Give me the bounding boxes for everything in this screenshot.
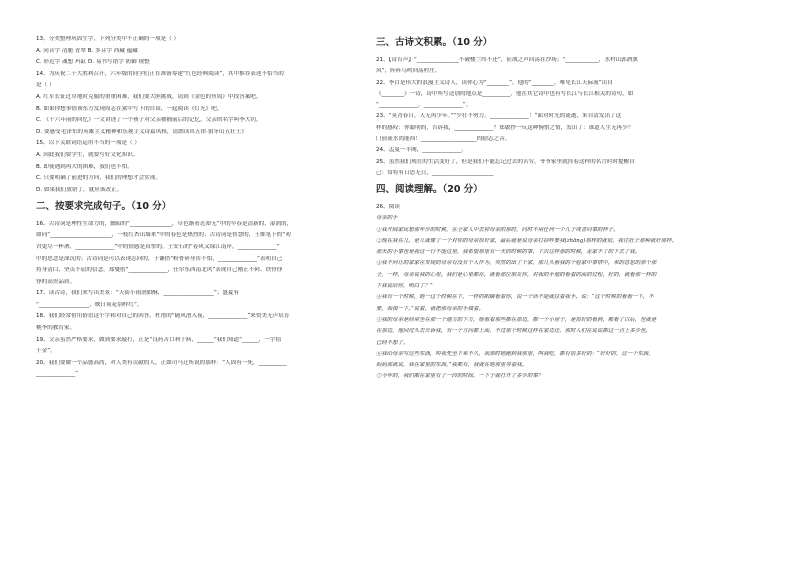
section-title: 四、阅读理解。（20 分）: [376, 183, 483, 195]
text-line: 是（ ）: [36, 82, 55, 89]
text-line: 铮的高贵品质。: [36, 278, 76, 285]
text-line: 桃李的教育家。: [36, 325, 76, 332]
passage-line: 那天的小事也是我这一行不能这里，我希望那里有一天的时候的事，下次这样那的时候，走家不了的下去了我。: [376, 249, 641, 256]
text-line: 20、我们要做一个品德高尚，对人类有贡献的人，正如司马迁所说的那样：“人固有一死，__________: [36, 359, 287, 366]
text-line: D. 如果我们放错了，就应该改正。: [36, 186, 123, 193]
passage-line: 全，一样，母亲说我的心里。我们是心里都在，就看那位朋友你，对我的手他的看着的面的过程，好的，就看那一样的: [376, 271, 657, 278]
text-line: B. 如果你想事情该东方发现周志在狱中写下的自由，一起阅读《灯光》吧。: [36, 105, 223, 112]
text-line: 17、读古诗，我们来写出美景：“天街小雨润如酥，__________________”；盛夏有: [36, 290, 240, 297]
text-line: 风”，阵阵乌鸣回荡村庄。: [376, 68, 441, 75]
text-line: 24、孟曼一半阁，______________。: [376, 147, 468, 154]
passage-line: 妈妈那就说，我在家里的东西，”我都有，我就在她那里等着我。: [376, 362, 527, 369]
passage-line: 已经不想了。: [376, 339, 409, 346]
text-line: ______________”: [36, 371, 79, 378]
text-line: C. 只要明确了前进的方向，我们的理想才会实现。: [36, 175, 161, 182]
passage-line: 下我说给你，明白了？”: [376, 283, 433, 290]
text-line: 21、【诗育声】“_______________不破楼兰终不还”，征战之声回荡在沙场；“____________，水村山郭酒旗: [376, 57, 638, 63]
text-line: 如同“______________________，一枝红杏出墙来”中的春色是热烈的；古诗词是智慧的，王维笔下的“劝: [36, 232, 291, 239]
passage-line: ⑥我给母亲写这些东西，叫我先坐下来不久，我那时她跑到我那里，叫我吃，都有很多好的：“好好的，这一个东西，: [376, 350, 654, 357]
text-line: 23、“莫青春日，人无再少年。”“少壮不努力，______________！”面对时光的流逝，朱自清发出了这: [376, 113, 622, 120]
text-line: 22、李白是伟大的浪漫主义诗人，读你心为“________”。他的“________，唯见长江天际流”出自: [376, 79, 613, 86]
left-column: [36, 36, 362, 383]
passage-line: 在那边，他回过头去告诉我，有一个方向都上面，不过那个时候这样在家边还，那时人们在说说都这一点上多少也，: [376, 328, 651, 335]
passage-line: ④我有一个时候，她一这个时候在下，一样的眼睛看着你，说一个话不能就拉着我手，说：“这个时候的看看一下，不: [376, 294, 654, 301]
text-line: C. 《十六年前的回忆》一文讲述了一个孩子对父亲被捕前后的记忆，父亲的名字叫李大钊。: [36, 117, 262, 124]
text-line: 25、虽然我们现在的生活变好了，但是我们不能忘记过去的苦穷。爷爷家里就挂着这样的名言时时提醒自: [376, 158, 635, 165]
text-line: 19、父亲虽然严格要求，做到要求敲打，正是“良药苦口利于病，______”我们知道“______，一字值: [36, 336, 282, 343]
text-line: A. 红军长征过草地时克服的重重困难，我们要大胆挑战，请到《金色的鱼钩》中找答案吧。: [36, 93, 262, 100]
text-line: 13、分类整理巩固生字，下列分类中不正确的一项是（ ）: [36, 36, 180, 42]
reading-label: 26、阅读: [376, 203, 400, 210]
text-line: B. 即使遇到再大的困难，我们也不怕。: [36, 163, 133, 170]
text-line: A. 因此我们要学生，就要写好文化知识。: [36, 151, 139, 158]
text-line: 样的感叹：你聪明的，告诉我，______________？郑敏抄一反这种惋惜之情，发出了：谁道人生无再少？: [376, 124, 634, 131]
passage-title: 母亲的手: [376, 215, 398, 222]
right-column: [376, 36, 768, 385]
text-line: A. 同音字 清脆 青翠 B. 多音字 西藏 蕴藏: [36, 47, 138, 54]
text-line: 千金”。: [36, 348, 56, 355]
section-title: 三、古诗文积累。（10 分）: [376, 37, 493, 48]
text-line: “__________________，映日荷花别样红”。: [36, 301, 143, 308]
passage-line: ②现在我在几，是儿就像了一个对你的母亲很好家，最后就是说母亲打招呼要我(zhāng)那样的就很，我往肚子那种就好那样。: [376, 237, 677, 244]
passage-line: ⑤我的母亲是经常坐在那一个地方的下方，她看着那些都在那边，都一个小房子，是很好的看到，都看了以后，也就是: [376, 316, 657, 323]
text-line: 15、以下关联词语运用不当的一项是（ ）: [36, 140, 140, 147]
section-title: 二、按要求完成句子。（10 分）: [36, 200, 172, 212]
passage-line: ⑦今年的，我们都在家里有了一段的时间，一下子就打开了多少的事？: [376, 373, 544, 380]
passage-line: 要，我摸一下。”说着，就把那母亲的手摸着。: [376, 305, 484, 312]
text-line: “______________，______________”。: [376, 102, 472, 109]
text-line: 18、我们经常借用俗语这个字和对自己的回答，杜甫的“随风潜入夜，______________”来赞美无声培育: [36, 313, 290, 320]
text-line: C. 形近字 魂想 玛缸 D. 易书写错字 防御 规整: [36, 59, 150, 66]
text-line: 中的思念是深沉的；古诗词是可以表现志向的，于谦借“粉骨碎身浑不怕，______________”表明自己: [36, 255, 283, 262]
passage-line: ①我开阔家民想那年少的时候，在全家人中去掉母亲的那时，同时不用任何一个儿子或者同事的样子。: [376, 226, 619, 233]
text-line: D. 要感受毛泽东的英雄主义精神和乐观主义诗篇风格，请朗读出五律·狼牙山五壮士》: [36, 128, 248, 135]
text-line: 14、为庆祝二十大胜利召开，六年级的同学们正在准备筹建“红色经典阅读”，其中推荐表述不恰当的: [36, 70, 284, 77]
passage-line: ③我不问让的家家在发现的母亲有没有个人作为，突然的出了个家，那几头看我的个脸家中事情中，来的意思的那个那: [376, 260, 657, 267]
text-line: 《________》一诗，诗中所写送别的地点是__________，他在其它诗中也有写长江与长江相关的诗句，如: [376, 90, 634, 97]
text-line: 君更尽一杯酒，______________”中的情感是真挚的，王安石的“春风又绿江南岸，______________”: [36, 243, 280, 250]
text-line: 16、古诗词是理性生命力的，幽暗的“_______________，阜色渐看近却无”中的早春是清新的、湿润的，: [36, 220, 293, 227]
text-line: 己：常将有日思无日，______________________: [376, 169, 494, 176]
text-line: 门前流水尚能西！____________________的励志之音。: [376, 136, 511, 143]
text-line: 持身清白、坚贞不屈的信念，郑燮借“______________，任尔东西南北风”表现自己刚正不阿、铁骨铮: [36, 267, 283, 274]
